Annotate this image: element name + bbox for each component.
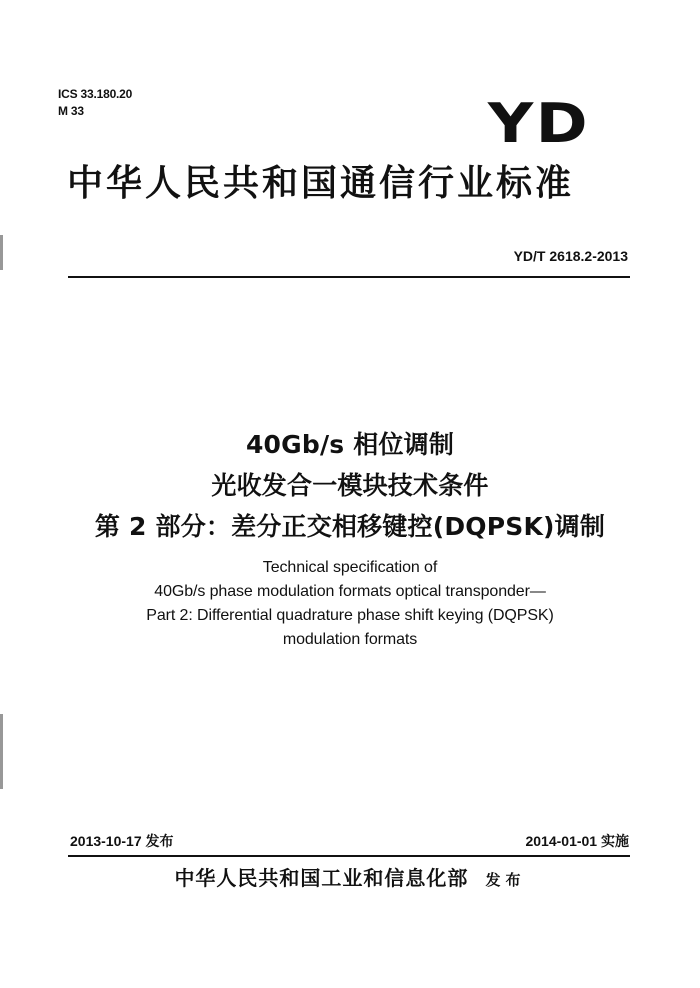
english-title-line-4: modulation formats [282,631,418,648]
chinese-title-line-3: 第 2 部分：差分正交相移键控(DQPSK)调制 [94,512,606,541]
scan-left-edge-mark-bottom [0,714,3,789]
implementation-date: 2014-01-01 实施 [525,833,629,849]
english-title-line-1: Technical specification of [262,559,438,576]
english-title-line-2: 40Gb/s phase modulation formats optical transponder— [154,583,546,600]
yd-logo: YD [487,92,590,155]
chinese-title-line-2: 光收发合一模块技术条件 [211,471,489,500]
issue-date: 2013-10-17 发布 [70,833,174,849]
ics-code: ICS 33.180.20 [58,87,133,101]
publisher-line [0,864,700,894]
chinese-title [55,424,645,547]
scan-left-edge-mark-top [0,235,3,270]
english-title [70,556,630,652]
standard-title: 中华人民共和国通信行业标准 [67,163,575,204]
classification-block [58,86,132,120]
publisher-action: 发布 [485,871,526,889]
standard-number: YD/T 2618.2-2013 [513,248,628,264]
ccs-code: M 33 [58,104,84,118]
top-divider [68,276,630,278]
english-title-line-3: Part 2: Differential quadrature phase shift keying (DQPSK) [146,607,554,624]
bottom-divider [68,855,630,857]
publisher-name: 中华人民共和国工业和信息化部 [174,866,469,890]
chinese-title-line-1: 40Gb/s 相位调制 [245,430,455,459]
